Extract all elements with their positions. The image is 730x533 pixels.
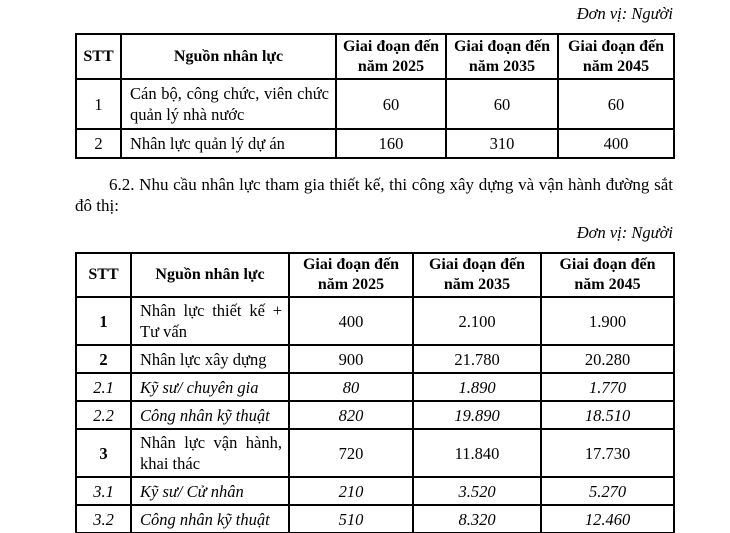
value-2035-cell: 19.890 xyxy=(413,401,541,429)
value-2045-cell: 1.900 xyxy=(541,297,674,345)
table-row xyxy=(76,79,674,129)
table-row xyxy=(76,429,674,477)
value-2025-cell: 510 xyxy=(289,505,413,533)
name-cell: Nhân lực quản lý dự án xyxy=(121,129,336,158)
stt-cell: 2 xyxy=(76,345,131,373)
value-2045-cell: 20.280 xyxy=(541,345,674,373)
name-cell: Nhân lực vận hành, khai thác xyxy=(131,429,289,477)
name-cell: Công nhân kỹ thuật xyxy=(131,505,289,533)
column-header-2045: Giai đoạn đến năm 2045 xyxy=(541,253,674,297)
stt-cell: 2.1 xyxy=(76,373,131,401)
value-2025-cell: 160 xyxy=(336,129,446,158)
value-2035-cell: 21.780 xyxy=(413,345,541,373)
name-cell: Nhân lực thiết kế + Tư vấn xyxy=(131,297,289,345)
table-header-row xyxy=(76,34,674,79)
stt-cell: 3 xyxy=(76,429,131,477)
value-2025-cell: 400 xyxy=(289,297,413,345)
column-header-stt: STT xyxy=(76,253,131,297)
table-header-row xyxy=(76,253,674,297)
design-construction-operation-hr-table-wrap xyxy=(75,252,673,533)
column-header-2025: Giai đoạn đến năm 2025 xyxy=(289,253,413,297)
state-management-hr-table xyxy=(75,33,675,159)
column-header-stt: STT xyxy=(76,34,121,79)
column-header-2045: Giai đoạn đến năm 2045 xyxy=(558,34,674,79)
value-2035-cell: 2.100 xyxy=(413,297,541,345)
stt-cell: 2.2 xyxy=(76,401,131,429)
column-header-source: Nguồn nhân lực xyxy=(121,34,336,79)
table-row xyxy=(76,129,674,158)
name-cell: Nhân lực xây dựng xyxy=(131,345,289,373)
value-2035-cell: 8.320 xyxy=(413,505,541,533)
stt-cell: 3.2 xyxy=(76,505,131,533)
stt-cell: 2 xyxy=(76,129,121,158)
value-2025-cell: 900 xyxy=(289,345,413,373)
value-2035-cell: 310 xyxy=(446,129,558,158)
column-header-2035: Giai đoạn đến năm 2035 xyxy=(446,34,558,79)
value-2035-cell: 1.890 xyxy=(413,373,541,401)
name-cell: Kỹ sư/ chuyên gia xyxy=(131,373,289,401)
value-2045-cell: 17.730 xyxy=(541,429,674,477)
value-2045-cell: 12.460 xyxy=(541,505,674,533)
value-2045-cell: 60 xyxy=(558,79,674,129)
table-row xyxy=(76,345,674,373)
design-construction-operation-hr-table xyxy=(75,252,675,533)
value-2045-cell: 18.510 xyxy=(541,401,674,429)
column-header-2025: Giai đoạn đến năm 2025 xyxy=(336,34,446,79)
value-2025-cell: 60 xyxy=(336,79,446,129)
name-cell: Công nhân kỹ thuật xyxy=(131,401,289,429)
value-2025-cell: 80 xyxy=(289,373,413,401)
value-2035-cell: 3.520 xyxy=(413,477,541,505)
column-header-source: Nguồn nhân lực xyxy=(131,253,289,297)
state-management-hr-table-wrap xyxy=(75,33,673,159)
unit-label-top: Đơn vị: Người xyxy=(576,4,673,23)
value-2035-cell: 60 xyxy=(446,79,558,129)
column-header-2035: Giai đoạn đến năm 2035 xyxy=(413,253,541,297)
value-2045-cell: 1.770 xyxy=(541,373,674,401)
value-2025-cell: 820 xyxy=(289,401,413,429)
table-row xyxy=(76,401,674,429)
value-2045-cell: 5.270 xyxy=(541,477,674,505)
stt-cell: 1 xyxy=(76,297,131,345)
name-cell: Kỹ sư/ Cử nhân xyxy=(131,477,289,505)
stt-cell: 3.1 xyxy=(76,477,131,505)
value-2025-cell: 720 xyxy=(289,429,413,477)
table-row xyxy=(76,297,674,345)
unit-label-mid: Đơn vị: Người xyxy=(576,223,673,242)
table-row xyxy=(76,373,674,401)
table-row xyxy=(76,477,674,505)
section-heading-6-2: 6.2. Nhu cầu nhân lực tham gia thiết kế, thi công xây dựng và vận hành đường sắt đô thị: xyxy=(75,175,673,215)
stt-cell: 1 xyxy=(76,79,121,129)
value-2025-cell: 210 xyxy=(289,477,413,505)
table-row xyxy=(76,505,674,533)
value-2045-cell: 400 xyxy=(558,129,674,158)
name-cell: Cán bộ, công chức, viên chức quản lý nhà nước xyxy=(121,79,336,129)
value-2035-cell: 11.840 xyxy=(413,429,541,477)
